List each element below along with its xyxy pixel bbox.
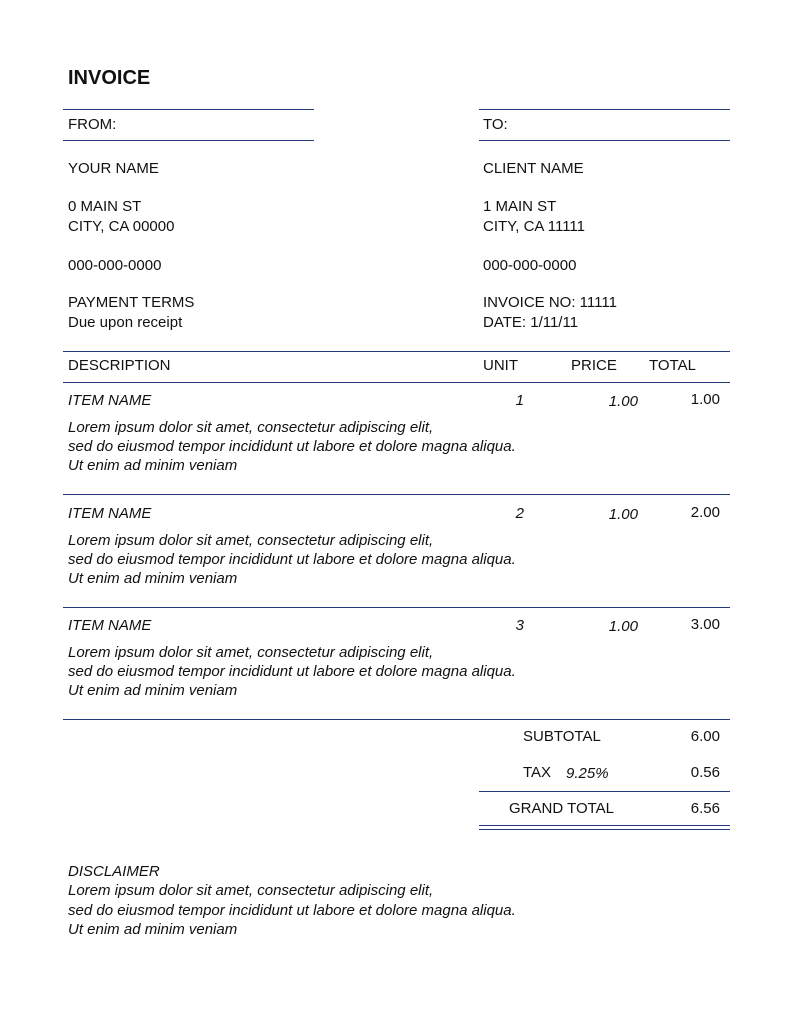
tax-label: TAX [523, 764, 552, 781]
item-description-line: Lorem ipsum dolor sit amet, consectetur adipiscing elit, [68, 419, 434, 436]
invoice-title: INVOICE [68, 67, 151, 89]
item-description-line: Ut enim ad minim veniam [68, 682, 238, 699]
divider [63, 109, 314, 110]
from-phone: 000-000-0000 [68, 257, 162, 274]
divider [63, 140, 314, 141]
header-description: DESCRIPTION [68, 357, 171, 374]
header-unit: UNIT [483, 357, 518, 374]
from-street: 0 MAIN ST [68, 198, 142, 215]
header-price: PRICE [571, 357, 617, 374]
item-description-line: Lorem ipsum dolor sit amet, consectetur adipiscing elit, [68, 644, 434, 661]
item-total: 2.00 [690, 503, 720, 521]
item-name: ITEM NAME [68, 504, 152, 522]
item-total: 1.00 [690, 391, 720, 408]
divider [63, 351, 730, 352]
client-street: 1 MAIN ST [483, 198, 557, 215]
divider [63, 719, 730, 720]
item-description-line: Ut enim ad minim veniam [68, 457, 238, 474]
subtotal-value: 6.00 [690, 728, 720, 745]
divider [479, 109, 730, 110]
header-total: TOTAL [649, 357, 696, 374]
client-phone: 000-000-0000 [483, 257, 577, 274]
tax-value: 0.56 [690, 764, 720, 781]
double-rule [479, 825, 730, 826]
to-label: TO: [483, 116, 508, 133]
item-price: 1.00 [608, 505, 638, 523]
item-unit: 1 [515, 392, 524, 409]
disclaimer-label: DISCLAIMER [68, 863, 160, 880]
client-city: CITY, CA 11111 [483, 218, 586, 235]
item-description-line: Lorem ipsum dolor sit amet, consectetur adipiscing elit, [68, 531, 434, 549]
from-name: YOUR NAME [68, 160, 159, 177]
grand-total-value: 6.56 [690, 800, 720, 817]
item-price: 1.00 [608, 618, 638, 635]
item-description-line: Ut enim ad minim veniam [68, 569, 238, 587]
from-city: CITY, CA 00000 [68, 218, 175, 235]
from-label: FROM: [68, 116, 117, 133]
item-name: ITEM NAME [68, 617, 152, 634]
client-name: CLIENT NAME [483, 160, 584, 177]
divider [479, 140, 730, 141]
item-unit: 2 [515, 504, 524, 522]
double-rule [479, 829, 730, 830]
payment-terms: Due upon receipt [68, 314, 183, 331]
item-description-line: sed do eiusmod tempor incididunt ut labore et dolore magna aliqua. [68, 438, 516, 455]
divider [63, 494, 730, 495]
disclaimer-line: sed do eiusmod tempor incididunt ut labore et dolore magna aliqua. [68, 902, 516, 919]
item-name: ITEM NAME [68, 392, 152, 409]
item-total: 3.00 [690, 616, 720, 633]
item-description-line: sed do eiusmod tempor incididunt ut labore et dolore magna aliqua. [68, 663, 516, 680]
item-price: 1.00 [608, 393, 638, 410]
disclaimer-line: Ut enim ad minim veniam [68, 921, 238, 938]
payment-terms-label: PAYMENT TERMS [68, 294, 195, 311]
divider [479, 791, 730, 792]
invoice-number: INVOICE NO: 11111 [483, 294, 617, 311]
tax-rate: 9.25% [566, 765, 609, 782]
subtotal-label: SUBTOTAL [523, 728, 601, 745]
item-description-line: sed do eiusmod tempor incididunt ut labore et dolore magna aliqua. [68, 550, 516, 568]
invoice-date: DATE: 1/11/11 [483, 314, 579, 331]
grand-total-label: GRAND TOTAL [509, 800, 615, 817]
divider [63, 382, 730, 383]
disclaimer-line: Lorem ipsum dolor sit amet, consectetur adipiscing elit, [68, 882, 434, 899]
divider [63, 607, 730, 608]
item-unit: 3 [515, 617, 524, 634]
